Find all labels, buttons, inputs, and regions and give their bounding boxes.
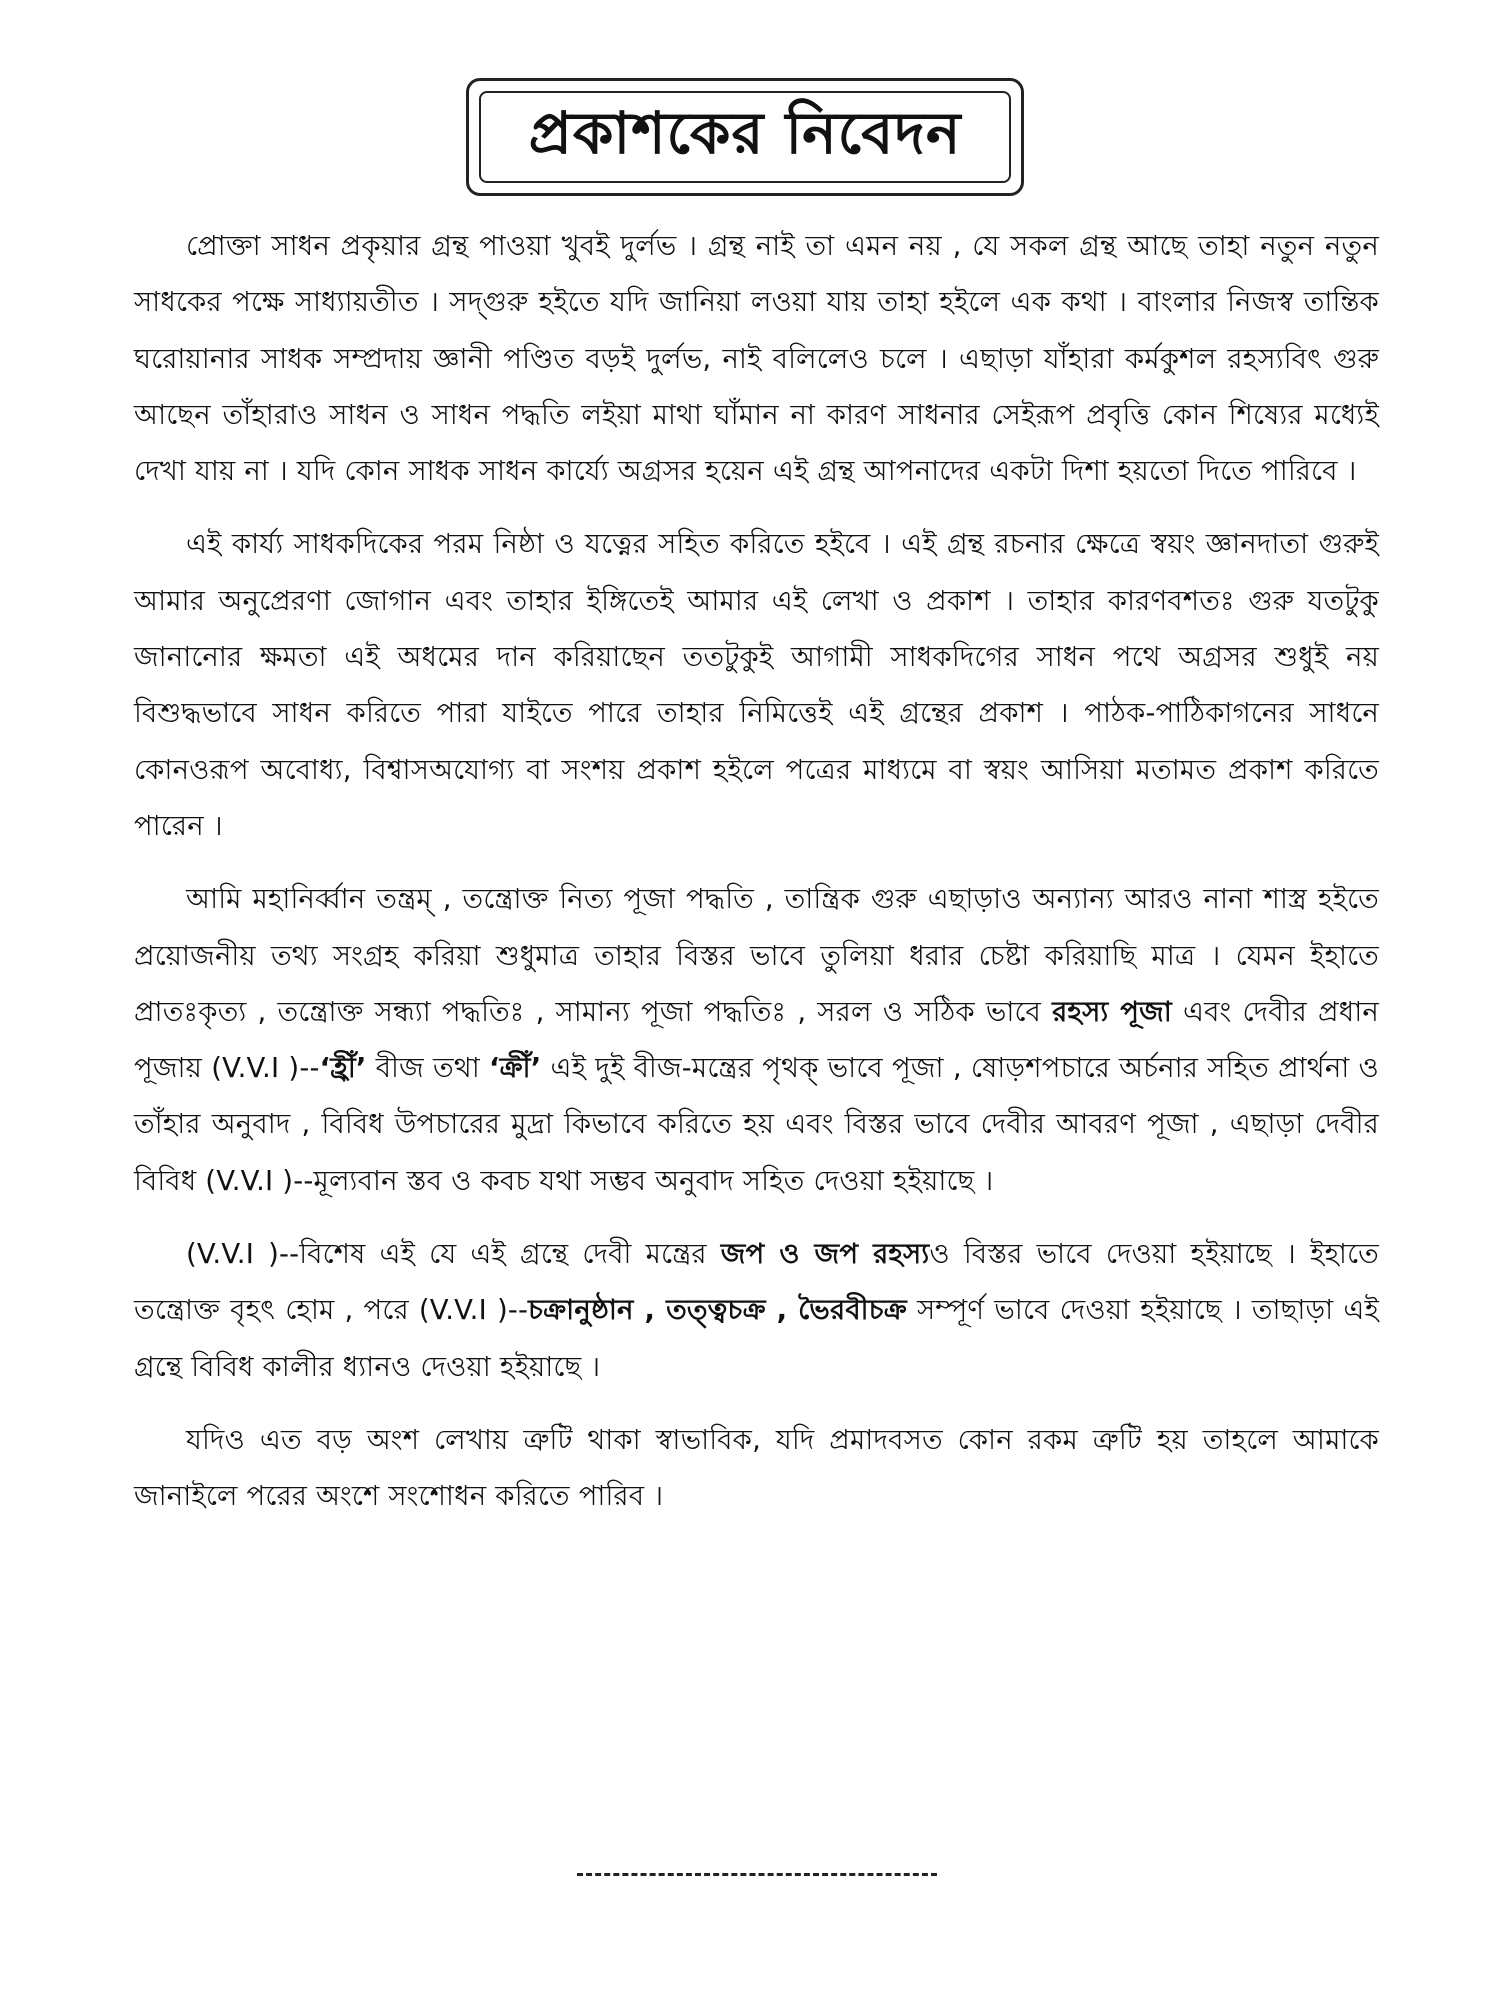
bold-text: রহস্য পূজা bbox=[1052, 995, 1172, 1028]
title-inner-frame bbox=[479, 91, 1011, 183]
title-box bbox=[466, 78, 1024, 196]
page-title: প্রকাশকের নিবেদন bbox=[528, 98, 962, 167]
body-text-segment: এই দুই বীজ-মন্ত্রের পৃথক্ ভাবে পূজা , ষোড়শপচারে অর্চনার সহিত প্রার্থনা ও তাঁহার অনুবাদ , বিবিধ উপচারের মুদ্রা কিভাবে করিতে হয় এবং বিস্তর ভাবে দেবীর আবরণ পূজা , এছাড়া দেবীর বিবিধ (V.V.I )--মূল্যবান স্তব ও কবচ যথা সম্ভব অনুবাদ সহিত দেওয়া হইয়াছে । bbox=[134, 1052, 1379, 1197]
body-text-segment: আমি মহানির্ব্বান তন্ত্রম্ , তন্ত্রোক্ত নিত্য পূজা পদ্ধতি , তান্ত্রিক গুরু এছাড়াও অন্যান্য আরও নানা শাস্ত্র হইতে প্রয়োজনীয় তথ্য সংগ্রহ করিয়া শুধুমাত্র তাহার বিস্তর ভাবে তুলিয়া ধরার চেষ্টা করিয়াছি মাত্র । যেমন ইহাতে প্রাতঃকৃত্য , তন্ত্রোক্ত সন্ধ্যা পদ্ধতিঃ , সামান্য পূজা পদ্ধতিঃ , সরল ও সঠিক ভাবে bbox=[134, 883, 1379, 1028]
end-divider bbox=[577, 1873, 937, 1876]
body-text-segment: বীজ তথা bbox=[366, 1052, 490, 1085]
body-text-segment: (V.V.I )--বিশেষ এই যে এই গ্রন্থে দেবী মন্ত্রের bbox=[186, 1238, 721, 1271]
paragraph-5 bbox=[134, 1412, 1379, 1525]
body-text-segment: এই কার্য্য সাধকদিকের পরম নিষ্ঠা ও যত্নের সহিত করিতে হইবে । এই গ্রন্থ রচনার ক্ষেত্রে স্বয়ং জ্ঞানদাতা গুরুই আমার অনুপ্রেরণা জোগান এবং তাহার ইঙ্গিতেই আমার এই লেখা ও প্রকাশ । তাহার কারণবশতঃ গুরু যতটুকু জানানোর ক্ষমতা এই অধমের দান করিয়াছেন ততটুকুই আগামী সাধকদিগের সাধন পথে অগ্রসর শুধুই নয় বিশুদ্ধভাবে সাধন করিতে পারা যাইতে পারে তাহার নিমিত্তেই এই গ্রন্থের প্রকাশ । পাঠক-পাঠিকাগনের সাধনে কোনওরূপ অবোধ্য, বিশ্বাসঅযোগ্য বা সংশয় প্রকাশ হইলে পত্রের মাধ্যমে বা স্বয়ং আসিয়া মতামত প্রকাশ করিতে পারেন । bbox=[134, 528, 1379, 842]
body-text-segment: এবং দেবীর প্রধান পূজায় (V.V.I )-- bbox=[134, 995, 1379, 1085]
paragraph-2 bbox=[134, 516, 1379, 854]
paragraph-1 bbox=[134, 218, 1379, 499]
bold-text: ‘ক্রীঁ’ bbox=[489, 1052, 542, 1085]
body-text-segment: প্রোক্তা সাধন প্রকৃয়ার গ্রন্থ পাওয়া খুবই দুর্লভ । গ্রন্থ নাই তা এমন নয় , যে সকল গ্রন্থ আছে তাহা নতুন নতুন সাধকের পক্ষে সাধ্যায়তীত । সদ্‌গুরু হইতে যদি জানিয়া লওয়া যায় তাহা হইলে এক কথা । বাংলার নিজস্ব তান্তিক ঘরোয়ানার সাধক সম্প্রদায় জ্ঞানী পণ্ডিত বড়ই দুর্লভ, নাই বলিলেও চলে । এছাড়া যাঁহারা কর্মকুশল রহস্যবিৎ গুরু আছেন তাঁহারাও সাধন ও সাধন পদ্ধতি লইয়া মাথা ঘাঁমান না কারণ সাধনার সেইরূপ প্রবৃত্তি কোন শিষ্যের মধ্যেই দেখা যায় না । যদি কোন সাধক সাধন কার্য্যে অগ্রসর হয়েন এই গ্রন্থ আপনাদের একটা দিশা হয়তো দিতে পারিবে । bbox=[134, 230, 1379, 488]
bold-text: ‘হ্রীঁ’ bbox=[319, 1052, 367, 1085]
body-text-segment: ও বিস্তর ভাবে দেওয়া হইয়াছে । ইহাতে তন্ত্রোক্ত বৃহৎ হোম , পরে (V.V.I )-- bbox=[134, 1238, 1379, 1327]
paragraph-4 bbox=[134, 1226, 1379, 1395]
bold-text: জপ ও জপ রহস্য bbox=[720, 1238, 930, 1271]
bold-text: চক্রানুষ্ঠান , তত্ত্বচক্র , ভৈরবীচক্র bbox=[528, 1294, 907, 1327]
body-text bbox=[134, 218, 1379, 1542]
body-text-segment: যদিও এত বড় অংশ লেখায় ত্রুটি থাকা স্বাভাবিক, যদি প্রমাদবসত কোন রকম ত্রুটি হয় তাহলে আমাকে জানাইলে পরের অংশে সংশোধন করিতে পারিব । bbox=[134, 1423, 1379, 1513]
body-text-segment: সম্পূর্ণ ভাবে দেওয়া হইয়াছে । তাছাড়া এই গ্রন্থে বিবিধ কালীর ধ্যানও দেওয়া হইয়াছে । bbox=[134, 1294, 1379, 1383]
paragraph-3 bbox=[134, 871, 1379, 1209]
